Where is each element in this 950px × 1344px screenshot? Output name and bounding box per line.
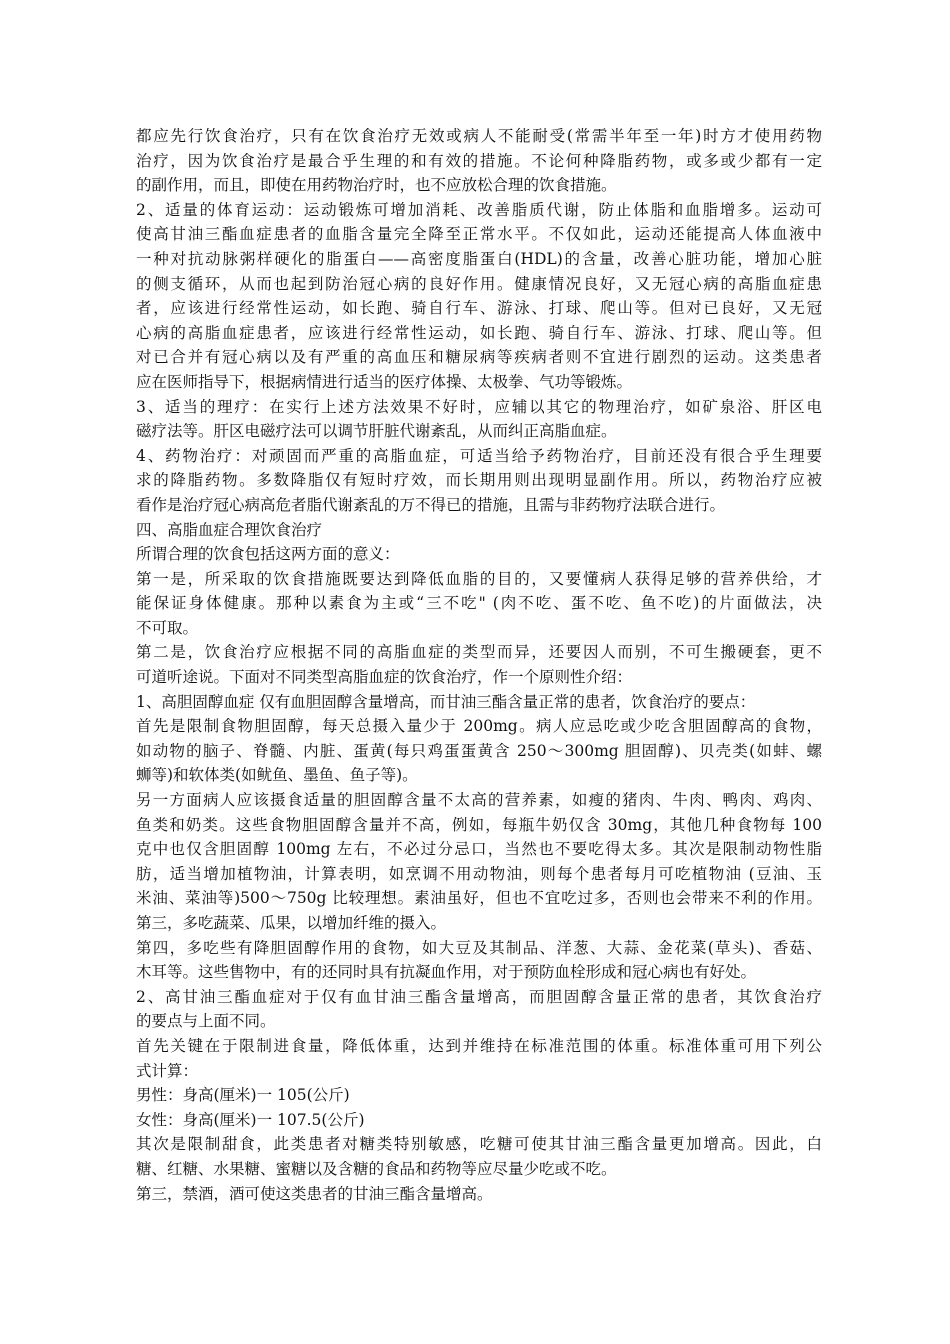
text-line: 应在医师指导下，根据病情进行适当的医疗体操、太极拳、气功等锻炼。 <box>136 372 633 391</box>
text-line: 四、高脂血症合理饮食治疗 <box>136 520 323 539</box>
text-line: 男性：身高(厘米)一 105(公斤) <box>136 1086 350 1105</box>
text-line: 的侧支循环，从而也起到防治冠心病的良好作用。健康情况良好，又无冠心病的高脂血症患 <box>136 274 822 293</box>
text-line: 治疗，因为饮食治疗是最合乎生理的和有效的措施。不论何种降脂药物，或多或少都有一定 <box>136 151 822 170</box>
text-line: 3、适当的理疗：在实行上述方法效果不好时，应辅以其它的物理治疗，如矿泉浴、肝区电 <box>136 397 822 416</box>
text-line: 使高甘油三酯血症患者的血脂含量完全降至正常水平。不仅如此，运动还能提高人体血液中 <box>136 225 822 244</box>
document-body-text <box>136 124 822 1206</box>
text-line: 其次是限制甜食，此类患者对糖类特别敏感，吃糖可使其甘油三酯含量更加增高。因此，白 <box>136 1135 822 1154</box>
text-line: 2、高甘油三酯血症对于仅有血甘油三酯含量增高，而胆固醇含量正常的患者，其饮食治疗 <box>136 987 822 1006</box>
text-line: 都应先行饮食治疗，只有在饮食治疗无效或病人不能耐受(常需半年至一年)时方才使用药物 <box>136 127 822 145</box>
text-line: 糖、红糖、水果糖、蜜糖以及含糖的食品和药物等应尽量少吃或不吃。 <box>136 1159 617 1178</box>
text-line: 女性：身高(厘米)一 107.5(公斤) <box>136 1110 365 1129</box>
text-line: 看作是治疗冠心病高危者脂代谢紊乱的万不得已的措施，且需与非药物疗法联合进行。 <box>136 495 726 514</box>
text-line: 求的降脂药物。多数降脂仅有短时疗效，而长期用则出现明显副作用。所以，药物治疗应被 <box>136 471 822 490</box>
text-line: 第一是，所采取的饮食措施既要达到降低血脂的目的，又要懂病人获得足够的营养供给，才 <box>136 569 822 588</box>
text-line: 式计算： <box>136 1061 199 1080</box>
text-line: 另一方面病人应该摄食适量的胆固醇含量不太高的营养素，如瘦的猪肉、牛肉、鸭肉、鸡肉、 <box>136 791 822 810</box>
text-line: 可道听途说。下面对不同类型高脂血症的饮食治疗，作一个原则性介绍： <box>136 668 633 687</box>
text-line: 第二是，饮食治疗应根据不同的高脂血症的类型而异，还要因人而别，不可生搬硬套，更不 <box>136 643 822 662</box>
text-line: 第四，多吃些有降胆固醇作用的食物，如大豆及其制品、洋葱、大蒜、金花菜(草头)、香菇、 <box>136 938 822 957</box>
text-line: 者，应该进行经常性运动，如长跑、骑自行车、游泳、打球、爬山等。但对已良好，又无冠 <box>136 299 822 318</box>
text-line: 4、药物治疗：对顽固而严重的高脂血症，可适当给予药物治疗，目前还没有很合乎生理要 <box>136 446 822 465</box>
text-line: 2、适量的体育运动：运动锻炼可增加消耗、改善脂质代谢，防止体脂和血脂增多。运动可 <box>136 200 822 219</box>
text-line: 所谓合理的饮食包括这两方面的意义： <box>136 545 400 564</box>
text-line: 的副作用，而且，即使在用药物治疗时，也不应放松合理的饮食措施。 <box>136 176 617 195</box>
text-line: 不可取。 <box>136 618 199 637</box>
text-line: 米油、菜油等)500～750g 比较理想。素油虽好，但也不宜吃过多，否则也会带来不利的作用。 <box>136 889 822 908</box>
text-line: 鱼类和奶类。这些食物胆固醇含量并不高，例如，每瓶牛奶仅含 30mg，其他几种食物每 100 <box>136 815 822 834</box>
text-line: 蛳等)和软体类(如鱿鱼、墨鱼、鱼子等)。 <box>136 766 418 785</box>
text-line: 第三，禁酒，酒可使这类患者的甘油三酯含量增高。 <box>136 1184 493 1203</box>
text-line: 的要点与上面不同。 <box>136 1012 276 1031</box>
text-line: 第三，多吃蔬菜、瓜果，以增加纤维的摄入。 <box>136 914 447 932</box>
text-line: 一种对抗动脉粥样硬化的脂蛋白——高密度脂蛋白(HDL)的含量，改善心脏功能，增加心脏 <box>136 249 822 268</box>
text-line: 心病的高脂血症患者，应该进行经常性运动，如长跑、骑自行车、游泳、打球、爬山等。但 <box>136 323 822 342</box>
text-line: 木耳等。这些售物中，有的还同时具有抗凝血作用，对于预防血栓形成和冠心病也有好处。 <box>136 963 757 982</box>
text-line: 如动物的脑子、脊髓、内脏、蛋黄(每只鸡蛋蛋黄含 250～300mg 胆固醇)、贝壳类(如蚌、螺 <box>136 741 822 760</box>
text-line: 克中也仅含胆固醇 100mg 左右，不必过分忌口，当然也不要吃得太多。其次是限制动物性脂 <box>136 840 822 859</box>
text-line: 磁疗法等。肝区电磁疗法可以调节肝脏代谢紊乱，从而纠正高脂血症。 <box>136 422 617 441</box>
text-line: 肪，适当增加植物油，计算表明，如烹调不用动物油，则每个患者每月可吃植物油 (豆油、玉 <box>136 864 822 883</box>
text-line: 能保证身体健康。那种以素食为主或“三不吃" (肉不吃、蛋不吃、鱼不吃)的片面做法，决 <box>136 594 822 613</box>
text-line: 首先关键在于限制进食量，降低体重，达到并维持在标准范围的体重。标准体重可用下列公 <box>136 1036 822 1055</box>
text-line: 对已合并有冠心病以及有严重的高血压和糖尿病等疾病者则不宜进行剧烈的运动。这类患者 <box>136 348 822 367</box>
text-line: 首先是限制食物胆固醇，每天总摄入量少于 200mg。病人应忌吃或少吃含胆固醇高的食物， <box>136 717 822 736</box>
text-line: 1、高胆固醇血症 仅有血胆固醇含量增高，而甘油三酯含量正常的患者，饮食治疗的要点： <box>136 692 756 711</box>
